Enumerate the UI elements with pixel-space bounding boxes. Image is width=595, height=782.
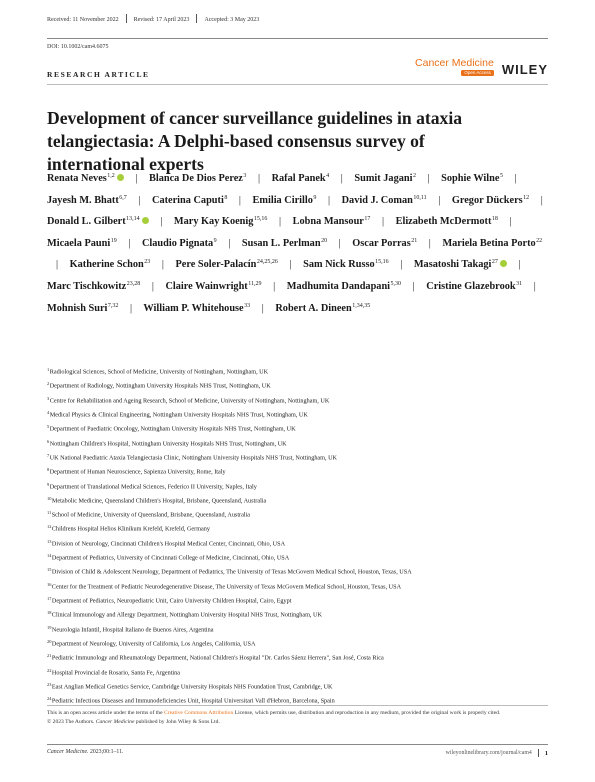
affiliation-text: Division of Neurology, Cincinnati Children's Hospital Medical Center, Cincinnati, Ohio, USA [51,540,286,548]
affiliation [47,665,552,679]
affiliation-number: 24 [47,696,52,702]
page-number: 1 [544,749,548,757]
author [70,259,151,270]
author-affiliation-ref[interactable]: 20 [321,237,328,244]
divider [126,14,127,23]
author [47,216,149,227]
author-affiliation-ref[interactable]: 27 [491,259,498,266]
copyright-line [47,718,552,727]
author-separator: | [228,237,231,249]
affiliation [47,564,552,578]
affiliation-text: Division of Child & Adolescent Neurology, Department of Pediatrics, The University of Texas McGovern Medical School, Houston, Texas, USA [51,568,412,576]
header-rule [47,38,548,39]
affiliation [47,407,552,421]
orcid-icon[interactable] [142,217,149,224]
affiliation-number: 12 [47,524,52,530]
article-dates [47,14,259,23]
author [253,195,317,206]
author [275,303,370,314]
author-separator: | [273,280,276,292]
affiliation [47,479,552,493]
journal-url[interactable]: wileyonlinelibrary.com/journal/cam4 [445,750,532,756]
author-affiliation-ref[interactable]: 33 [244,302,251,309]
author-affiliation-ref[interactable]: 6,7 [119,194,127,201]
author-separator: | [135,173,138,184]
accepted-date: Accepted: 3 May 2023 [204,17,260,23]
author-separator: | [518,259,521,271]
author-name: Renata Neves [47,173,107,184]
section-label: RESEARCH ARTICLE [47,70,150,79]
author-separator: | [261,302,264,314]
author-name: Donald L. Gilbert [47,216,126,228]
affiliation-text: Clinical Immunology and Allergy Department, Nottingham University Hospital NHS Trust, Nottingham, UK [51,611,322,619]
affiliation [47,421,552,435]
affiliation-number: 7 [47,452,50,458]
author [174,216,268,227]
author-affiliation-ref[interactable]: 19 [110,237,117,244]
author-name: Micaela Pauni [47,237,111,249]
affiliation-text: Pediatric Infectious Diseases and Immunodeficiencies Unit, Hospital Universitari Vall d'Hebron, Barcelona, Spain [51,697,335,705]
affiliation-number: 3 [47,395,50,401]
author-list [47,167,552,318]
author-separator: | [533,280,536,292]
license-text [47,709,552,718]
author-separator: | [340,173,343,184]
author-affiliation-ref[interactable]: 15,16 [253,216,268,223]
author-name: Rafal Panek [271,173,326,184]
author-affiliation-ref[interactable]: 3 [243,173,247,179]
affiliation-text: Department of Pediatrics, University of Cincinnati College of Medicine, Cincinnati, Ohio, USA [51,554,290,562]
author [47,195,127,206]
author-affiliation-ref[interactable]: 9 [313,194,317,201]
license-link[interactable]: Creative Commons Attribution [163,710,234,716]
author-name: Blanca De Dios Perez [148,173,243,184]
author [47,238,117,249]
affiliation [47,536,552,550]
author-affiliation-ref[interactable]: 4 [326,173,330,179]
footer-right [446,749,548,757]
author [426,281,522,292]
author-separator: | [160,216,163,228]
affiliation [47,507,552,521]
author-separator: | [338,237,341,249]
author-affiliation-ref[interactable]: 7,32 [107,302,119,309]
author-name: Cristine Glazebrook [426,280,516,292]
revised-date: Revised: 17 April 2023 [133,17,190,23]
affiliation-text: Department of Translational Medical Sciences, Federico II University, Naples, Italy [49,483,257,490]
author [287,281,401,292]
author-affiliation-ref[interactable]: 18 [491,216,498,223]
author-name: Masatoshi Takagi [413,259,492,271]
author-name: Katherine Schon [69,259,144,271]
section-rule [47,84,548,85]
author-name: Marc Tischkowitz [47,280,127,292]
open-access-badge: Open Access [461,70,494,76]
affiliation-number: 11 [47,510,52,516]
author-affiliation-ref[interactable]: 10,11 [413,194,427,201]
author-name: Elizabeth McDermott [395,216,492,228]
affiliation-number: 1 [47,367,50,372]
affiliation-number: 5 [47,424,50,430]
affiliation-text: Metabolic Medicine, Queensland Children's Hospital, Brisbane, Queensland, Australia [51,497,267,505]
affiliation [47,593,552,607]
author-separator: | [161,259,164,271]
author-affiliation-ref[interactable]: 31 [516,280,523,287]
affiliation [47,622,552,636]
affiliation-number: 13 [47,538,52,544]
affiliation [47,364,552,378]
affiliation [47,393,552,407]
author-name: Emilia Cirillo [252,194,313,206]
affiliation-text: Department of Human Neuroscience, Sapienza University, Rome, Italy [49,468,226,476]
citation [47,749,123,757]
footer-rule [47,744,548,745]
author-affiliation-ref[interactable]: 12 [523,194,530,201]
author-separator: | [56,259,59,271]
author-separator: | [540,194,543,206]
license-note [47,709,552,726]
affiliation-text: Department of Paediatric Oncology, Nottingham University Hospitals NHS Trust, Nottingham, UK [49,425,296,433]
author-affiliation-ref[interactable]: 21 [411,237,418,244]
affiliation-number: 15 [47,567,52,573]
affiliation-text: Department of Radiology, Nottingham University Hospitals NHS Trust, Nottingham, UK [49,382,271,390]
copyright-suffix: published by John Wiley & Sons Ltd. [134,718,220,725]
copyright-journal: Cancer Medicine [95,718,135,725]
page-footer [47,749,548,757]
affiliation-text: School of Medicine, University of Queensland, Brisbane, Queensland, Australia [51,511,251,519]
affiliation-text: Medical Physics & Clinical Engineering, Nottingham University Hospitals NHS Trust, Nottingham, UK [49,411,308,419]
affiliation-text: UK National Paediatric Ataxia Telangiectasia Clinic, Nottingham University Hospitals NHS Trust, Nottingham, UK [49,454,338,462]
affiliation-number: 2 [47,381,50,387]
author [303,259,389,270]
author-affiliation-ref[interactable]: 22 [536,237,543,244]
affiliation-number: 8 [47,467,50,473]
author-separator: | [412,280,415,292]
author [354,173,416,184]
affiliation [47,679,552,693]
author-separator: | [381,216,385,228]
author-name: Madhumita Dandapani [286,280,391,292]
author-separator: | [428,237,431,249]
author [272,173,330,184]
affiliation [47,607,552,621]
received-date: Received: 11 November 2022 [47,17,119,23]
affiliation-number: 17 [47,596,52,601]
author-separator: | [138,194,141,206]
affiliation [47,493,552,507]
affiliation [47,636,552,650]
affiliation-text: Department of Neurology, University of California, Los Angeles, California, USA [51,640,256,648]
author-affiliation-ref[interactable]: 8 [224,194,228,201]
affiliation [47,436,552,450]
affiliation-number: 16 [47,581,52,587]
author-affiliation-ref[interactable]: 23,28 [126,280,141,287]
author-name: Claire Wainwright [165,280,248,292]
affiliation [47,378,552,392]
author [175,259,277,270]
affiliation-text: Neurologia Infantil, Hospital Italiano de Buenos Aires, Argentina [51,626,214,634]
affiliation-number: 14 [47,553,52,559]
author-name: Lobna Mansour [292,216,364,228]
divider [196,14,197,23]
author-affiliation-ref[interactable]: 9 [213,237,217,244]
author [442,238,542,249]
author-affiliation-ref[interactable]: 5 [499,173,503,179]
license-rule [47,705,548,706]
author [152,195,227,206]
affiliation-text: Center for the Treatment of Pediatric Neurodegenerative Disease, The University of Texas McGovern Medical School, Houston, Texas, USA [51,583,402,591]
author-name: David J. Coman [341,194,413,206]
affiliation-number: 18 [47,610,52,616]
author-affiliation-ref[interactable]: 11,29 [248,280,262,287]
author [165,281,261,292]
author-name: Jayesh M. Bhatt [47,194,119,206]
affiliation [47,579,552,593]
journal-logo-name: Cancer Medicine [415,57,494,69]
author-separator: | [289,259,292,271]
affiliation-number: 4 [47,409,50,415]
affiliation-number: 10 [47,495,52,501]
author-name: Pere Soler-Palacín [175,259,257,271]
citation-details: 2023;00:1–11. [88,749,124,755]
author-name: Caterina Caputi [152,194,224,206]
license-text-end: License, which permits use, distribution and reproduction in any medium, provided the original work is properly cited. [233,710,501,716]
divider [538,749,539,757]
author-name: Oscar Porras [352,237,411,249]
author-name: Sam Nick Russo [303,259,375,271]
author-separator: | [509,216,512,228]
affiliation-text: East Anglian Medical Genetics Service, Cambridge University Hospitals NHS Foundation Trust, Cambridge, UK [51,683,333,691]
affiliation-text: Centre for Rehabilitation and Ageing Research, School of Medicine, University of Nottingham, Nottingham, UK [49,397,330,405]
author [396,216,498,227]
author [47,281,140,292]
author-name: Mary Kay Koenig [173,216,254,228]
affiliation-number: 21 [47,653,52,659]
author-separator: | [257,173,261,184]
author-affiliation-ref[interactable]: 24,25,26 [256,259,278,266]
author-separator: | [128,237,131,249]
author-name: William P. Whitehouse [143,302,244,314]
author-name: Claudio Pignata [141,237,214,249]
journal-logo[interactable] [415,58,494,76]
affiliation [47,650,552,664]
author-name: Sumit Jagani [354,173,413,184]
author-separator: | [514,173,517,184]
doi[interactable]: DOI: 10.1002/cam4.6075 [47,44,109,50]
author-affiliation-ref[interactable]: 15,16 [375,259,389,266]
affiliation-number: 6 [47,438,50,444]
orcid-icon[interactable] [117,174,124,181]
author [342,195,427,206]
author-name: Sophie Wilne [441,173,500,184]
author-affiliation-ref[interactable]: 17 [364,216,371,223]
copyright-prefix: © 2023 The Authors. [47,718,96,725]
author-separator: | [327,194,331,206]
author-name: Susan L. Perlman [241,237,321,249]
author-separator: | [400,259,403,271]
author-affiliation-ref[interactable]: 1,2 [107,173,115,179]
affiliation [47,450,552,464]
author-affiliation-ref[interactable]: 2 [412,173,416,179]
affiliation-text: Pediatric Immunology and Rheumatology Department, National Children's Hospital "Dr. Carlos Sáenz Herrera", San José, Costa Rica [51,654,384,662]
author-name: Gregor Dückers [451,194,523,206]
author [441,173,503,184]
author-name: Mohnish Suri [47,302,108,314]
license-text-start: This is an open access article under the terms of the [47,710,164,716]
affiliation-number: 22 [47,667,52,673]
author-separator: | [427,173,430,184]
author-separator: | [438,194,441,206]
citation-journal: Cancer Medicine. [47,749,89,755]
author-name: Mariela Betina Porto [442,237,536,249]
affiliation-text: Department of Pediatrics, Neuropediatric Unit, Cairo University Children Hospital, Cairo, Egypt [51,597,292,605]
author-affiliation-ref[interactable]: 1,34,35 [352,302,371,309]
affiliation-list [47,364,552,708]
author [143,303,250,314]
affiliation [47,521,552,535]
affiliation-text: Radiological Sciences, School of Medicine, University of Nottingham, Nottingham, UK [49,368,269,376]
affiliation-number: 23 [47,681,52,687]
author [414,259,507,270]
author-affiliation-ref[interactable]: 13,14 [126,216,140,223]
affiliation-text: Hospital Provincial de Rosario, Santa Fe, Argentina [51,669,180,677]
publisher-logo[interactable]: WILEY [501,61,548,77]
author-affiliation-ref[interactable]: 23 [144,259,151,266]
author [47,303,118,314]
author-separator: | [129,302,133,314]
affiliation-number: 9 [47,481,50,487]
author [142,238,217,249]
affiliation-number: 19 [47,624,52,630]
author-separator: | [151,280,154,292]
author [452,195,529,206]
brand-logos [415,58,548,76]
author-name: Robert A. Dineen [275,302,352,314]
affiliation-text: Nottingham Children's Hospital, Nottingham University Hospitals NHS Trust, Nottingham, UK [49,440,287,448]
affiliation [47,464,552,478]
article-title: Development of cancer surveillance guidelines in ataxia telangiectasia: A Delphi-based consensus survey of international experts [47,108,463,174]
author-separator: | [238,194,241,206]
affiliation-number: 20 [47,638,52,644]
author [352,238,417,249]
author-separator: | [278,216,282,228]
author [149,173,246,184]
affiliation [47,550,552,564]
author-affiliation-ref[interactable]: 5,30 [390,280,402,287]
author [47,173,124,184]
author [293,216,371,227]
affiliation-text: Childrens Hospital Helios Klinikum Krefeld, Krefeld, Germany [51,525,210,533]
author [242,238,327,249]
orcid-icon[interactable] [500,260,507,267]
